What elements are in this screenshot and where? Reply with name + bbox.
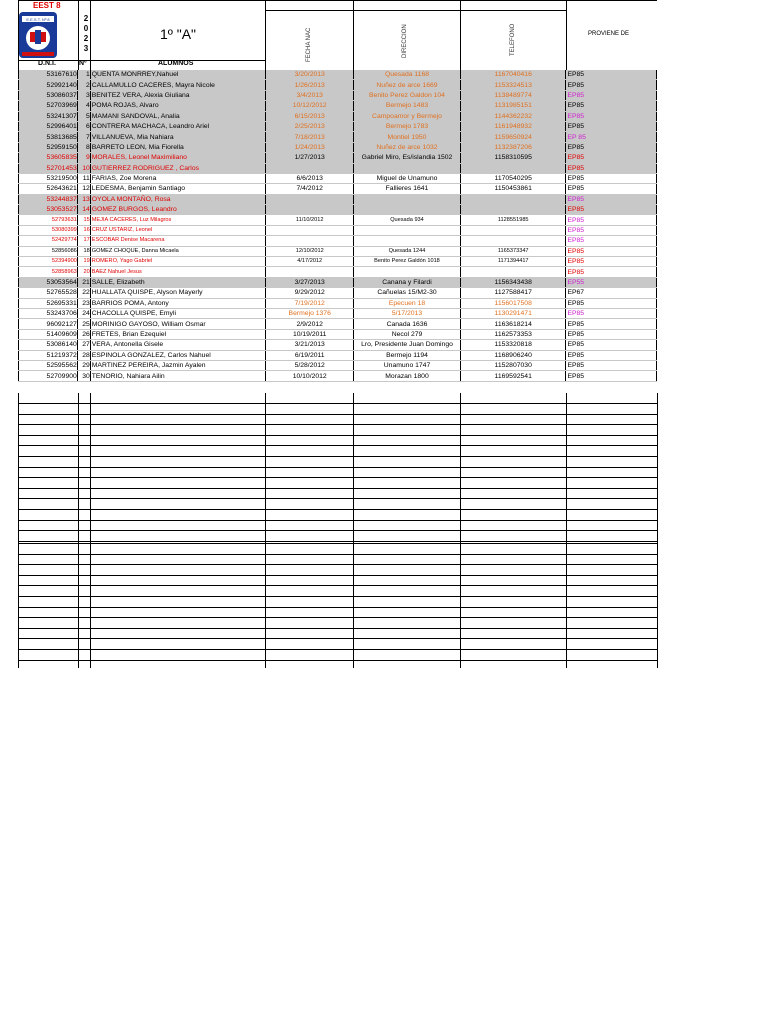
student-address: Miguel de Unamuno (354, 173, 461, 183)
student-name: MORINIGO GAYOSO, William Osmar (90, 319, 266, 329)
birth-date: 1/26/2013 (266, 80, 354, 90)
table-row (19, 101, 657, 111)
student-dni: 52856086 (19, 246, 78, 256)
birth-date: 7/4/2012 (266, 184, 354, 194)
student-name: OYOLA MONTAÑO, Rosa (90, 194, 266, 204)
student-dni: 52709900 (19, 371, 78, 381)
birth-date: 1/27/2013 (266, 153, 354, 163)
student-number: 7 (77, 132, 90, 142)
student-number: 5 (77, 111, 90, 121)
student-address: Cañuelas 15/M2-30 (354, 288, 461, 298)
table-row (19, 340, 657, 350)
table-row (19, 350, 657, 360)
table-row (19, 142, 657, 152)
student-dni: 53053527 (19, 205, 78, 215)
student-number: 9 (77, 153, 90, 163)
student-phone: 1171394417 (460, 257, 566, 267)
birth-date: 12/10/2012 (266, 246, 354, 256)
birth-date: 6/6/2013 (266, 173, 354, 183)
previous-school: EP85 (566, 121, 657, 131)
year-digit: 3 (83, 44, 89, 53)
student-address: Benito Perez Galdon 104 (354, 90, 461, 100)
birth-date: 4/17/2012 (266, 257, 354, 267)
student-address: Necol 279 (354, 329, 461, 339)
birth-date (266, 236, 354, 246)
previous-school: EP85 (566, 319, 657, 329)
grid-hline (18, 541, 657, 542)
table-row (19, 173, 657, 183)
student-number: 12 (77, 184, 90, 194)
table-row (19, 163, 657, 173)
student-name: QUENTA MONRREY,Nahuel (90, 70, 266, 80)
student-address: Nuñez de arce 1032 (354, 142, 461, 152)
table-row (19, 319, 657, 329)
student-phone: 1165373347 (460, 246, 566, 256)
student-dni: 52793631 (19, 215, 78, 225)
student-number: 26 (77, 329, 90, 339)
student-phone: 1158310595 (460, 153, 566, 163)
previous-school: EP85 (566, 360, 657, 370)
student-number: 30 (77, 371, 90, 381)
table-row (19, 215, 657, 225)
student-name: SALLE, Elizabeth (90, 277, 266, 287)
birth-date: 6/15/2013 (266, 111, 354, 121)
student-address: Bermejo 1483 (354, 101, 461, 111)
student-phone (460, 225, 566, 235)
grid-hline (18, 467, 657, 468)
birth-date: 5/28/2012 (266, 360, 354, 370)
grid-vline (657, 393, 658, 668)
student-address: Gabriel Miro, Es/islandia 1502 (354, 153, 461, 163)
previous-school: EP85 (566, 246, 657, 256)
student-number: 28 (77, 350, 90, 360)
student-name: MEJIA CACERES, Luz Milagros (90, 215, 266, 225)
student-address: Lro, Presidente Juan Domingo (354, 340, 461, 350)
previous-school: EP85 (566, 80, 657, 90)
student-name: BARRETO LEON, Mia Fiorella (90, 142, 266, 152)
student-name: FRETES, Brian Ezequiel (90, 329, 266, 339)
school-name: EEST 8 (33, 1, 61, 10)
grid-hline (18, 607, 657, 608)
previous-school: EP85 (566, 173, 657, 183)
student-name: GUTIERREZ RODRIGUEZ , Carlos (90, 163, 266, 173)
student-phone: 1152807030 (460, 360, 566, 370)
student-dni: 52429774 (19, 236, 78, 246)
birth-date: 2/9/2012 (266, 319, 354, 329)
previous-school: EP85 (566, 184, 657, 194)
table-row (19, 288, 657, 298)
student-address (354, 205, 461, 215)
grid-hline (18, 520, 657, 521)
student-address: Canana y Filardi (354, 277, 461, 287)
birth-date: 1/24/2013 (266, 142, 354, 152)
table-row (19, 257, 657, 267)
previous-school: EP85 (566, 267, 657, 277)
grid-hline (18, 554, 657, 555)
year-digit: 2 (83, 14, 89, 23)
student-dni: 51219372 (19, 350, 78, 360)
student-name: CRUZ USTARIZ, Leonel (90, 225, 266, 235)
table-row (19, 194, 657, 204)
student-name: BENITEZ VERA, Alexia Giuliana (90, 90, 266, 100)
grid-hline (18, 424, 657, 425)
student-dni: 53605835 (19, 153, 78, 163)
previous-school: EP85 (566, 236, 657, 246)
student-dni: 53243706 (19, 308, 78, 318)
birth-date: Bermejo 1376 (266, 308, 354, 318)
student-number: 1 (77, 70, 90, 80)
student-dni: 51409609 (19, 329, 78, 339)
previous-school: EP67 (566, 288, 657, 298)
student-dni: 96092127 (19, 319, 78, 329)
student-name: LEDESMA, Benjamin Santiago (90, 184, 266, 194)
student-number: 11 (77, 173, 90, 183)
student-address (354, 163, 461, 173)
student-number: 2 (77, 80, 90, 90)
table-row (19, 205, 657, 215)
birth-date: 7/18/2013 (266, 132, 354, 142)
student-number: 6 (77, 121, 90, 131)
student-number: 3 (77, 90, 90, 100)
student-phone: 1156017508 (460, 298, 566, 308)
table-row (19, 90, 657, 100)
student-phone: 1153320818 (460, 340, 566, 350)
student-dni: 52695331 (19, 298, 78, 308)
previous-school: EP85 (566, 329, 657, 339)
birth-date (266, 194, 354, 204)
student-name: ROMERO, Yago Gabriel (90, 257, 266, 267)
student-name: BARRIOS POMA, Antony (90, 298, 266, 308)
sheet-header (18, 0, 657, 70)
grid-hline (18, 414, 657, 415)
previous-school: EP85 (566, 142, 657, 152)
year-digit: 0 (83, 24, 89, 33)
grid-hline (18, 660, 657, 661)
student-dni: 53086140 (19, 340, 78, 350)
student-name: ESPINOLA GONZALEZ, Carlos Nahuel (90, 350, 266, 360)
student-phone: 1138489774 (460, 90, 566, 100)
student-dni: 53086037 (19, 90, 78, 100)
col-alumnos-header: ALUMNOS (158, 60, 194, 67)
student-phone: 1163618214 (460, 319, 566, 329)
student-dni: 53813685 (19, 132, 78, 142)
student-number: 25 (77, 319, 90, 329)
grid-hline (18, 445, 657, 446)
col-dni-header: D.N.I. (38, 60, 56, 67)
student-address: Quesada 934 (354, 215, 461, 225)
student-phone: 1130291471 (460, 308, 566, 318)
grid-hline (18, 638, 657, 639)
student-name: GOMEZ BURGOS, Leandro (90, 205, 266, 215)
grid-hline (18, 649, 657, 650)
table-row (19, 121, 657, 131)
table-row (19, 153, 657, 163)
birth-date: 10/19/2011 (266, 329, 354, 339)
student-address: Bermejo 1783 (354, 121, 461, 131)
student-address (354, 236, 461, 246)
student-name: MARTINEZ PEREIRA, Jazmin Ayalen (90, 360, 266, 370)
student-phone: 1127588417 (460, 288, 566, 298)
table-row (19, 80, 657, 90)
student-phone (460, 267, 566, 277)
grid-hline (18, 456, 657, 457)
grid-hline (18, 509, 657, 510)
student-dni: 52996401 (19, 121, 78, 131)
student-address (354, 267, 461, 277)
student-address: Epecuen 18 (354, 298, 461, 308)
birth-date: 2/25/2013 (266, 121, 354, 131)
student-phone: 1161948932 (460, 121, 566, 131)
student-name: ESCOBAR Denise Macarena (90, 236, 266, 246)
table-row (19, 308, 657, 318)
col-proviene-header: PROVIENE DE (588, 31, 630, 37)
birth-date: 3/27/2013 (266, 277, 354, 287)
student-dni: 53241307 (19, 111, 78, 121)
student-phone (460, 194, 566, 204)
grid-hline (18, 477, 657, 478)
table-row (19, 184, 657, 194)
student-name: BAEZ Nahuel Jesus (90, 267, 266, 277)
grid-hline (18, 617, 657, 618)
student-dni: 52701453 (19, 163, 78, 173)
student-phone: 1169592541 (460, 371, 566, 381)
student-number: 21 (77, 277, 90, 287)
student-address: Morazan 1800 (354, 371, 461, 381)
student-name: TENORIO, Nahiara Ailin (90, 371, 266, 381)
student-name: VILLANUEVA, Mia Nahiara (90, 132, 266, 142)
previous-school: EP85 (566, 340, 657, 350)
previous-school: EP55 (566, 277, 657, 287)
previous-school: EP85 (566, 111, 657, 121)
birth-date: 10/10/2012 (266, 371, 354, 381)
grid-hline (18, 575, 657, 576)
birth-date: 6/19/2011 (266, 350, 354, 360)
birth-date: 7/19/2012 (266, 298, 354, 308)
student-number: 17 (77, 236, 90, 246)
student-dni: 52394900 (19, 257, 78, 267)
student-name: POMA ROJAS, Alvaro (90, 101, 266, 111)
birth-date (266, 267, 354, 277)
student-name: MORALES, Leonel Maximiliano (90, 153, 266, 163)
student-name: CONTRERA MACHACA, Leandro Ariel (90, 121, 266, 131)
student-phone: 1162573353 (460, 329, 566, 339)
table-row (19, 277, 657, 287)
student-phone: 1132387206 (460, 142, 566, 152)
student-number: 13 (77, 194, 90, 204)
student-dni: 52858963 (19, 267, 78, 277)
school-logo (18, 10, 58, 60)
previous-school: EP 85 (566, 132, 657, 142)
student-dni: 52765528 (19, 288, 78, 298)
student-number: 20 (77, 267, 90, 277)
previous-school: EP85 (566, 257, 657, 267)
student-name: MAMANI SANDOVAL, Analia (90, 111, 266, 121)
student-dni: 52643621 (19, 184, 78, 194)
grid-hline (18, 498, 657, 499)
grid-hline (18, 488, 657, 489)
col-num-header: Nº (79, 60, 87, 67)
student-name: FARIAS, Zoe Morena (90, 173, 266, 183)
student-address (354, 225, 461, 235)
col-fecha-header: FECHA NAC (306, 27, 312, 62)
student-number: 10 (77, 163, 90, 173)
student-number: 19 (77, 257, 90, 267)
table-row (19, 298, 657, 308)
student-address: Montiel 1950 (354, 132, 461, 142)
table-row (19, 70, 657, 80)
student-address: Quesada 1244 (354, 246, 461, 256)
class-title: 1º "A" (159, 26, 197, 42)
student-number: 29 (77, 360, 90, 370)
grid-hline (18, 530, 657, 531)
student-number: 18 (77, 246, 90, 256)
previous-school: EP85 (566, 90, 657, 100)
col-direccion-header: DIRECCION (402, 24, 408, 58)
grid-hline (18, 585, 657, 586)
grid-hline (18, 403, 657, 404)
birth-date (266, 163, 354, 173)
student-address: Canada 1636 (354, 319, 461, 329)
student-number: 15 (77, 215, 90, 225)
student-address: 5/17/2013 (354, 308, 461, 318)
grid-hline (18, 628, 657, 629)
student-phone: 1153324513 (460, 80, 566, 90)
table-row (19, 111, 657, 121)
student-dni: 52992140 (19, 80, 78, 90)
student-name: HUALLATA QUISPE, Alyson Mayerly (90, 288, 266, 298)
previous-school: EP85 (566, 70, 657, 80)
previous-school: EP85 (566, 101, 657, 111)
table-row (19, 225, 657, 235)
previous-school: EP85 (566, 153, 657, 163)
birth-date (266, 225, 354, 235)
table-row (19, 132, 657, 142)
student-address: Unamuno 1747 (354, 360, 461, 370)
student-name: VERA, Antonella Gisele (90, 340, 266, 350)
previous-school: EP85 (566, 350, 657, 360)
table-row (19, 236, 657, 246)
student-number: 22 (77, 288, 90, 298)
student-dni: 52959150 (19, 142, 78, 152)
col-telefono-header: TELEFONO (510, 23, 516, 56)
birth-date: 10/12/2012 (266, 101, 354, 111)
attendance-sheet (18, 0, 657, 380)
previous-school: EP85 (566, 225, 657, 235)
student-number: 14 (77, 205, 90, 215)
student-phone: 1170540295 (460, 173, 566, 183)
grid-hline (18, 435, 657, 436)
student-dni: 53053564 (19, 277, 78, 287)
student-phone: 1159650924 (460, 132, 566, 142)
student-phone (460, 236, 566, 246)
student-number: 8 (77, 142, 90, 152)
birth-date: 3/20/2013 (266, 70, 354, 80)
student-dni: 53167610 (19, 70, 78, 80)
year-vertical (81, 14, 91, 54)
birth-date: 9/29/2012 (266, 288, 354, 298)
table-row (19, 371, 657, 381)
student-number: 27 (77, 340, 90, 350)
student-name: CHACOLLA QUISPE, Emyli (90, 308, 266, 318)
grid-hline (18, 564, 657, 565)
student-phone: 1131985151 (460, 101, 566, 111)
previous-school: EP85 (566, 298, 657, 308)
student-phone: 1167040416 (460, 70, 566, 80)
previous-school: EP85 (566, 163, 657, 173)
student-name: CALLAMULLO CACERES, Mayra Nicole (90, 80, 266, 90)
table-row (19, 329, 657, 339)
grid-hline (18, 543, 657, 544)
student-number: 23 (77, 298, 90, 308)
student-dni: 53244837 (19, 194, 78, 204)
table-row (19, 267, 657, 277)
student-address: Nuñez de arce 1669 (354, 80, 461, 90)
birth-date: 11/10/2012 (266, 215, 354, 225)
student-phone: 1144362232 (460, 111, 566, 121)
student-name: GOMEZ CHOQUE, Danna Micaela (90, 246, 266, 256)
logo-text: E.E.S.T. Nº 8 (26, 17, 50, 22)
student-phone: 1128551985 (460, 215, 566, 225)
previous-school: EP85 (566, 194, 657, 204)
student-dni: 53080399 (19, 225, 78, 235)
student-phone (460, 163, 566, 173)
table-row (19, 360, 657, 370)
birth-date: 3/21/2013 (266, 340, 354, 350)
student-address (354, 194, 461, 204)
previous-school: EP85 (566, 205, 657, 215)
year-digit: 2 (83, 34, 89, 43)
students-table (18, 70, 657, 382)
student-number: 4 (77, 101, 90, 111)
student-address: Benito Perez Galdón 1018 (354, 257, 461, 267)
grid-hline (18, 596, 657, 597)
student-address: Quesada 1168 (354, 70, 461, 80)
student-dni: 53219500 (19, 173, 78, 183)
table-row (19, 246, 657, 256)
student-phone: 1168906240 (460, 350, 566, 360)
student-address: Bermejo 1194 (354, 350, 461, 360)
student-dni: 52703969 (19, 101, 78, 111)
student-phone: 1150453861 (460, 184, 566, 194)
student-phone (460, 205, 566, 215)
previous-school: EP85 (566, 371, 657, 381)
student-address: Campoamor y Bermejo (354, 111, 461, 121)
previous-school: EP85 (566, 215, 657, 225)
birth-date: 3/4/2013 (266, 90, 354, 100)
student-number: 16 (77, 225, 90, 235)
student-phone: 1156343438 (460, 277, 566, 287)
student-address: Fallieres 1641 (354, 184, 461, 194)
previous-school: EP85 (566, 308, 657, 318)
birth-date (266, 205, 354, 215)
student-number: 24 (77, 308, 90, 318)
student-dni: 52595562 (19, 360, 78, 370)
